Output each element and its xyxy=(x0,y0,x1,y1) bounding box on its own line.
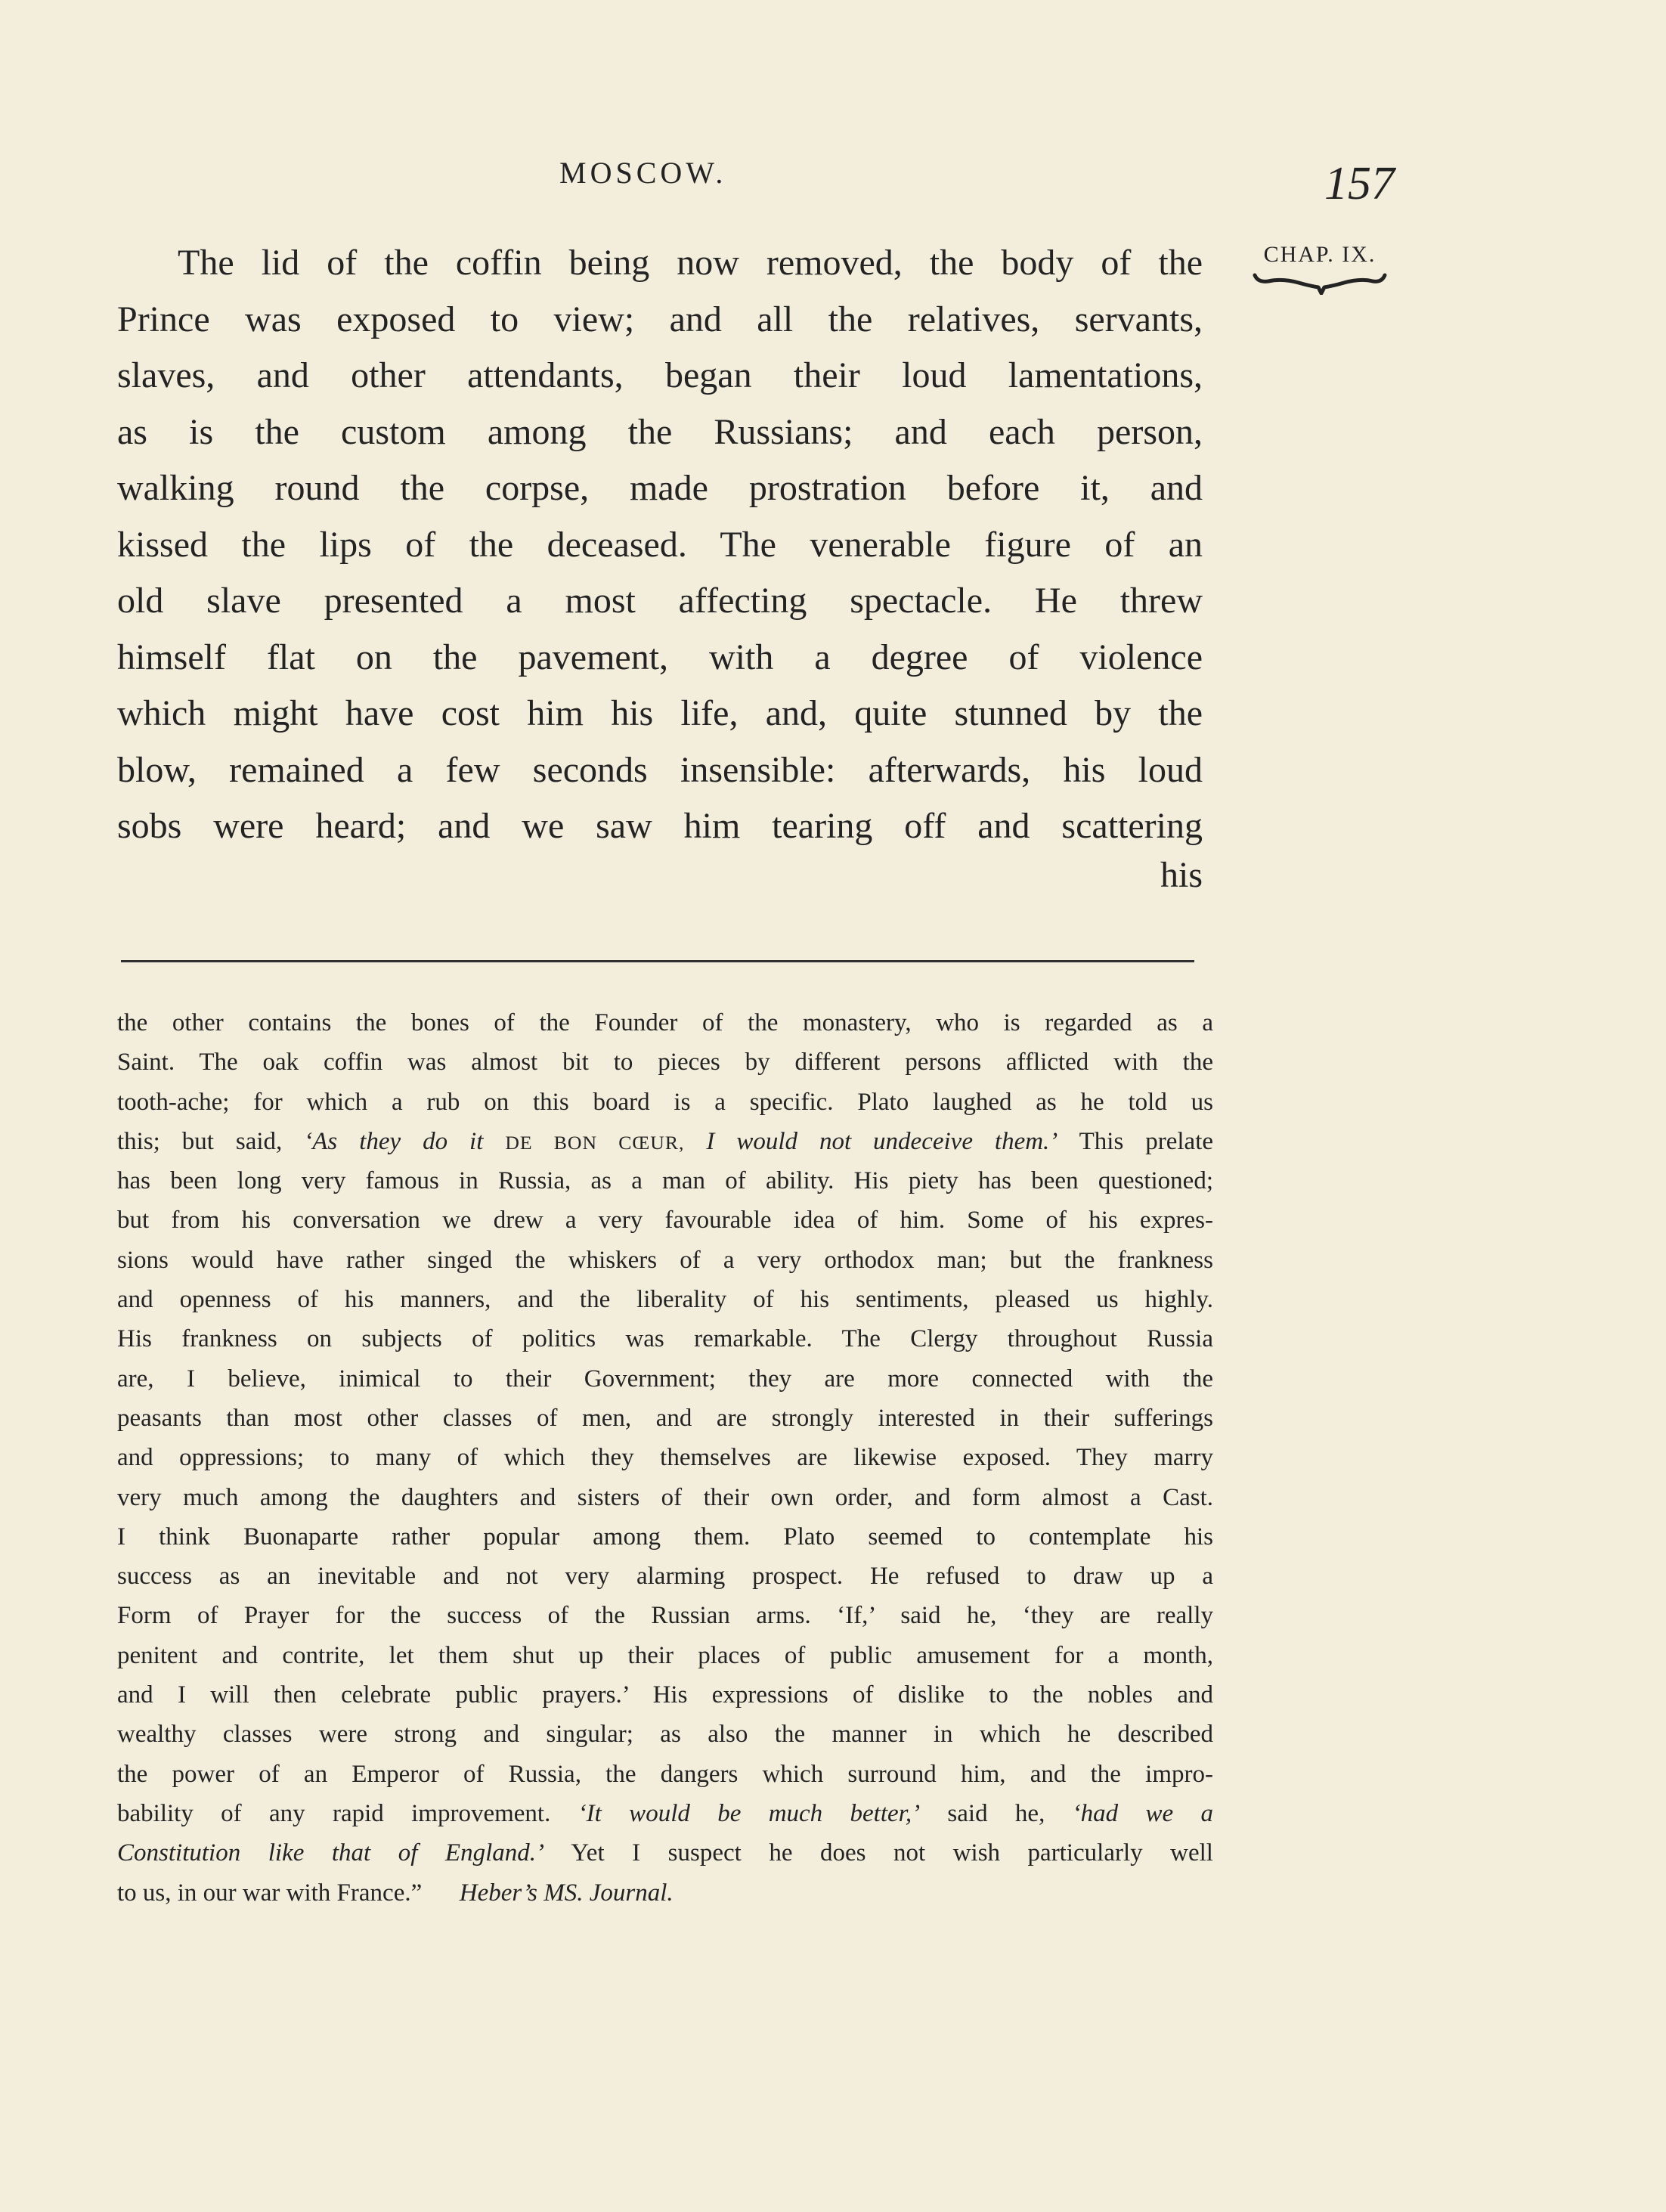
footnote-citation: Heber’s MS. Journal. xyxy=(459,1879,674,1907)
body-line: blow, remained a few seconds insensible: afterwards, his loud xyxy=(117,749,1203,790)
footnote-line: Saint. The oak coffin was almost bit to pieces by different persons afflicted with the xyxy=(117,1049,1213,1077)
main-paragraph xyxy=(117,235,1203,855)
footnote-line: wealthy classes were strong and singular; as also the manner in which he described xyxy=(117,1721,1213,1749)
footnote-text: bability of any rapid improvement. xyxy=(117,1799,551,1827)
footnote-line: and oppressions; to many of which they themselves are likewise exposed. They marry xyxy=(117,1444,1213,1472)
footnote-line: peasants than most other classes of men, and are strongly interested in their sufferings xyxy=(117,1404,1213,1432)
footnote-quote: I would not undeceive them.’ xyxy=(706,1127,1058,1155)
footnote-line xyxy=(117,1122,1213,1161)
body-line: himself flat on the pavement, with a degree of violence xyxy=(117,637,1203,677)
footnote-line: very much among the daughters and sisters of their own order, and form almost a Cast. xyxy=(117,1483,1213,1511)
footnote-line: but from his conversation we drew a very favourable idea of him. Some of his expres- xyxy=(117,1207,1213,1235)
body-line: as is the custom among the Russians; and each person, xyxy=(117,411,1203,452)
body-line: sobs were heard; and we saw him tearing off and scattering xyxy=(117,806,1203,846)
body-line: which might have cost him his life, and, quite stunned by the xyxy=(117,693,1203,733)
footnote-rule xyxy=(121,960,1194,962)
footnote-line: and openness of his manners, and the liberality of his sentiments, pleased us highly. xyxy=(117,1286,1213,1314)
body-line: slaves, and other attendants, began their loud lamentations, xyxy=(117,355,1203,395)
body-line: walking round the corpse, made prostration before it, and xyxy=(117,468,1203,508)
body-line: kissed the lips of the deceased. The venerable figure of an xyxy=(117,524,1203,565)
body-line: Prince was exposed to view; and all the relatives, servants, xyxy=(117,299,1203,339)
brace-ornament-icon xyxy=(1252,269,1388,295)
footnote-line: the other contains the bones of the Founder of the monastery, who is regarded as a xyxy=(117,1009,1213,1036)
chapter-label: CHAP. IX. xyxy=(1263,242,1376,267)
footnote-line: Form of Prayer for the success of the Russian arms. ‘If,’ said he, ‘they are really xyxy=(117,1602,1213,1630)
footnote-quote: ‘had we a xyxy=(1072,1799,1214,1827)
footnote-quote: ‘As they do it xyxy=(304,1127,484,1155)
footnote-line: are, I believe, inimical to their Government; they are more connected with the xyxy=(117,1365,1213,1393)
footnote-text: said he, xyxy=(947,1799,1045,1827)
footnote-quote: Constitution like that of England.’ xyxy=(117,1839,544,1867)
footnote-line xyxy=(117,1794,1213,1833)
footnote-text: to us, in our war with France.” xyxy=(117,1879,423,1907)
footnote-quote: ‘It would be much better,’ xyxy=(578,1799,921,1827)
catchword: his xyxy=(1160,855,1203,895)
chapter-marker xyxy=(1249,242,1391,295)
footnote-line: His frankness on subjects of politics was remarkable. The Clergy throughout Russia xyxy=(117,1325,1213,1353)
footnote-line: has been long very famous in Russia, as a man of ability. His piety has been questioned; xyxy=(117,1167,1213,1195)
running-head: MOSCOW. xyxy=(559,156,727,190)
footnote-text: this; but said, xyxy=(117,1127,283,1155)
footnote-small-caps: DE BON CŒUR, xyxy=(505,1131,685,1154)
page-number: 157 xyxy=(1324,158,1395,209)
footnote-line: and I will then celebrate public prayers.’ His expressions of dislike to the nobles and xyxy=(117,1681,1213,1709)
body-line: old slave presented a most affecting spectacle. He threw xyxy=(117,581,1203,621)
footnote-line: tooth-ache; for which a rub on this board is a specific. Plato laughed as he told us xyxy=(117,1088,1213,1116)
footnote-line: sions would have rather singed the whiskers of a very orthodox man; but the frankness xyxy=(117,1246,1213,1274)
footnote xyxy=(117,1003,1213,1913)
footnote-line: success as an inevitable and not very alarming prospect. He refused to draw up a xyxy=(117,1563,1213,1591)
footnote-text: Yet I suspect he does not wish particularly well xyxy=(571,1839,1213,1867)
footnote-line xyxy=(117,1833,1213,1873)
footnote-line: the power of an Emperor of Russia, the dangers which surround him, and the impro- xyxy=(117,1760,1213,1788)
body-line: The lid of the coffin being now removed, the body of the xyxy=(178,243,1203,283)
footnote-line: penitent and contrite, let them shut up their places of public amusement for a month, xyxy=(117,1641,1213,1669)
footnote-line xyxy=(117,1873,1213,1913)
footnote-text: This prelate xyxy=(1079,1127,1214,1155)
footnote-line: I think Buonaparte rather popular among them. Plato seemed to contemplate his xyxy=(117,1523,1213,1551)
